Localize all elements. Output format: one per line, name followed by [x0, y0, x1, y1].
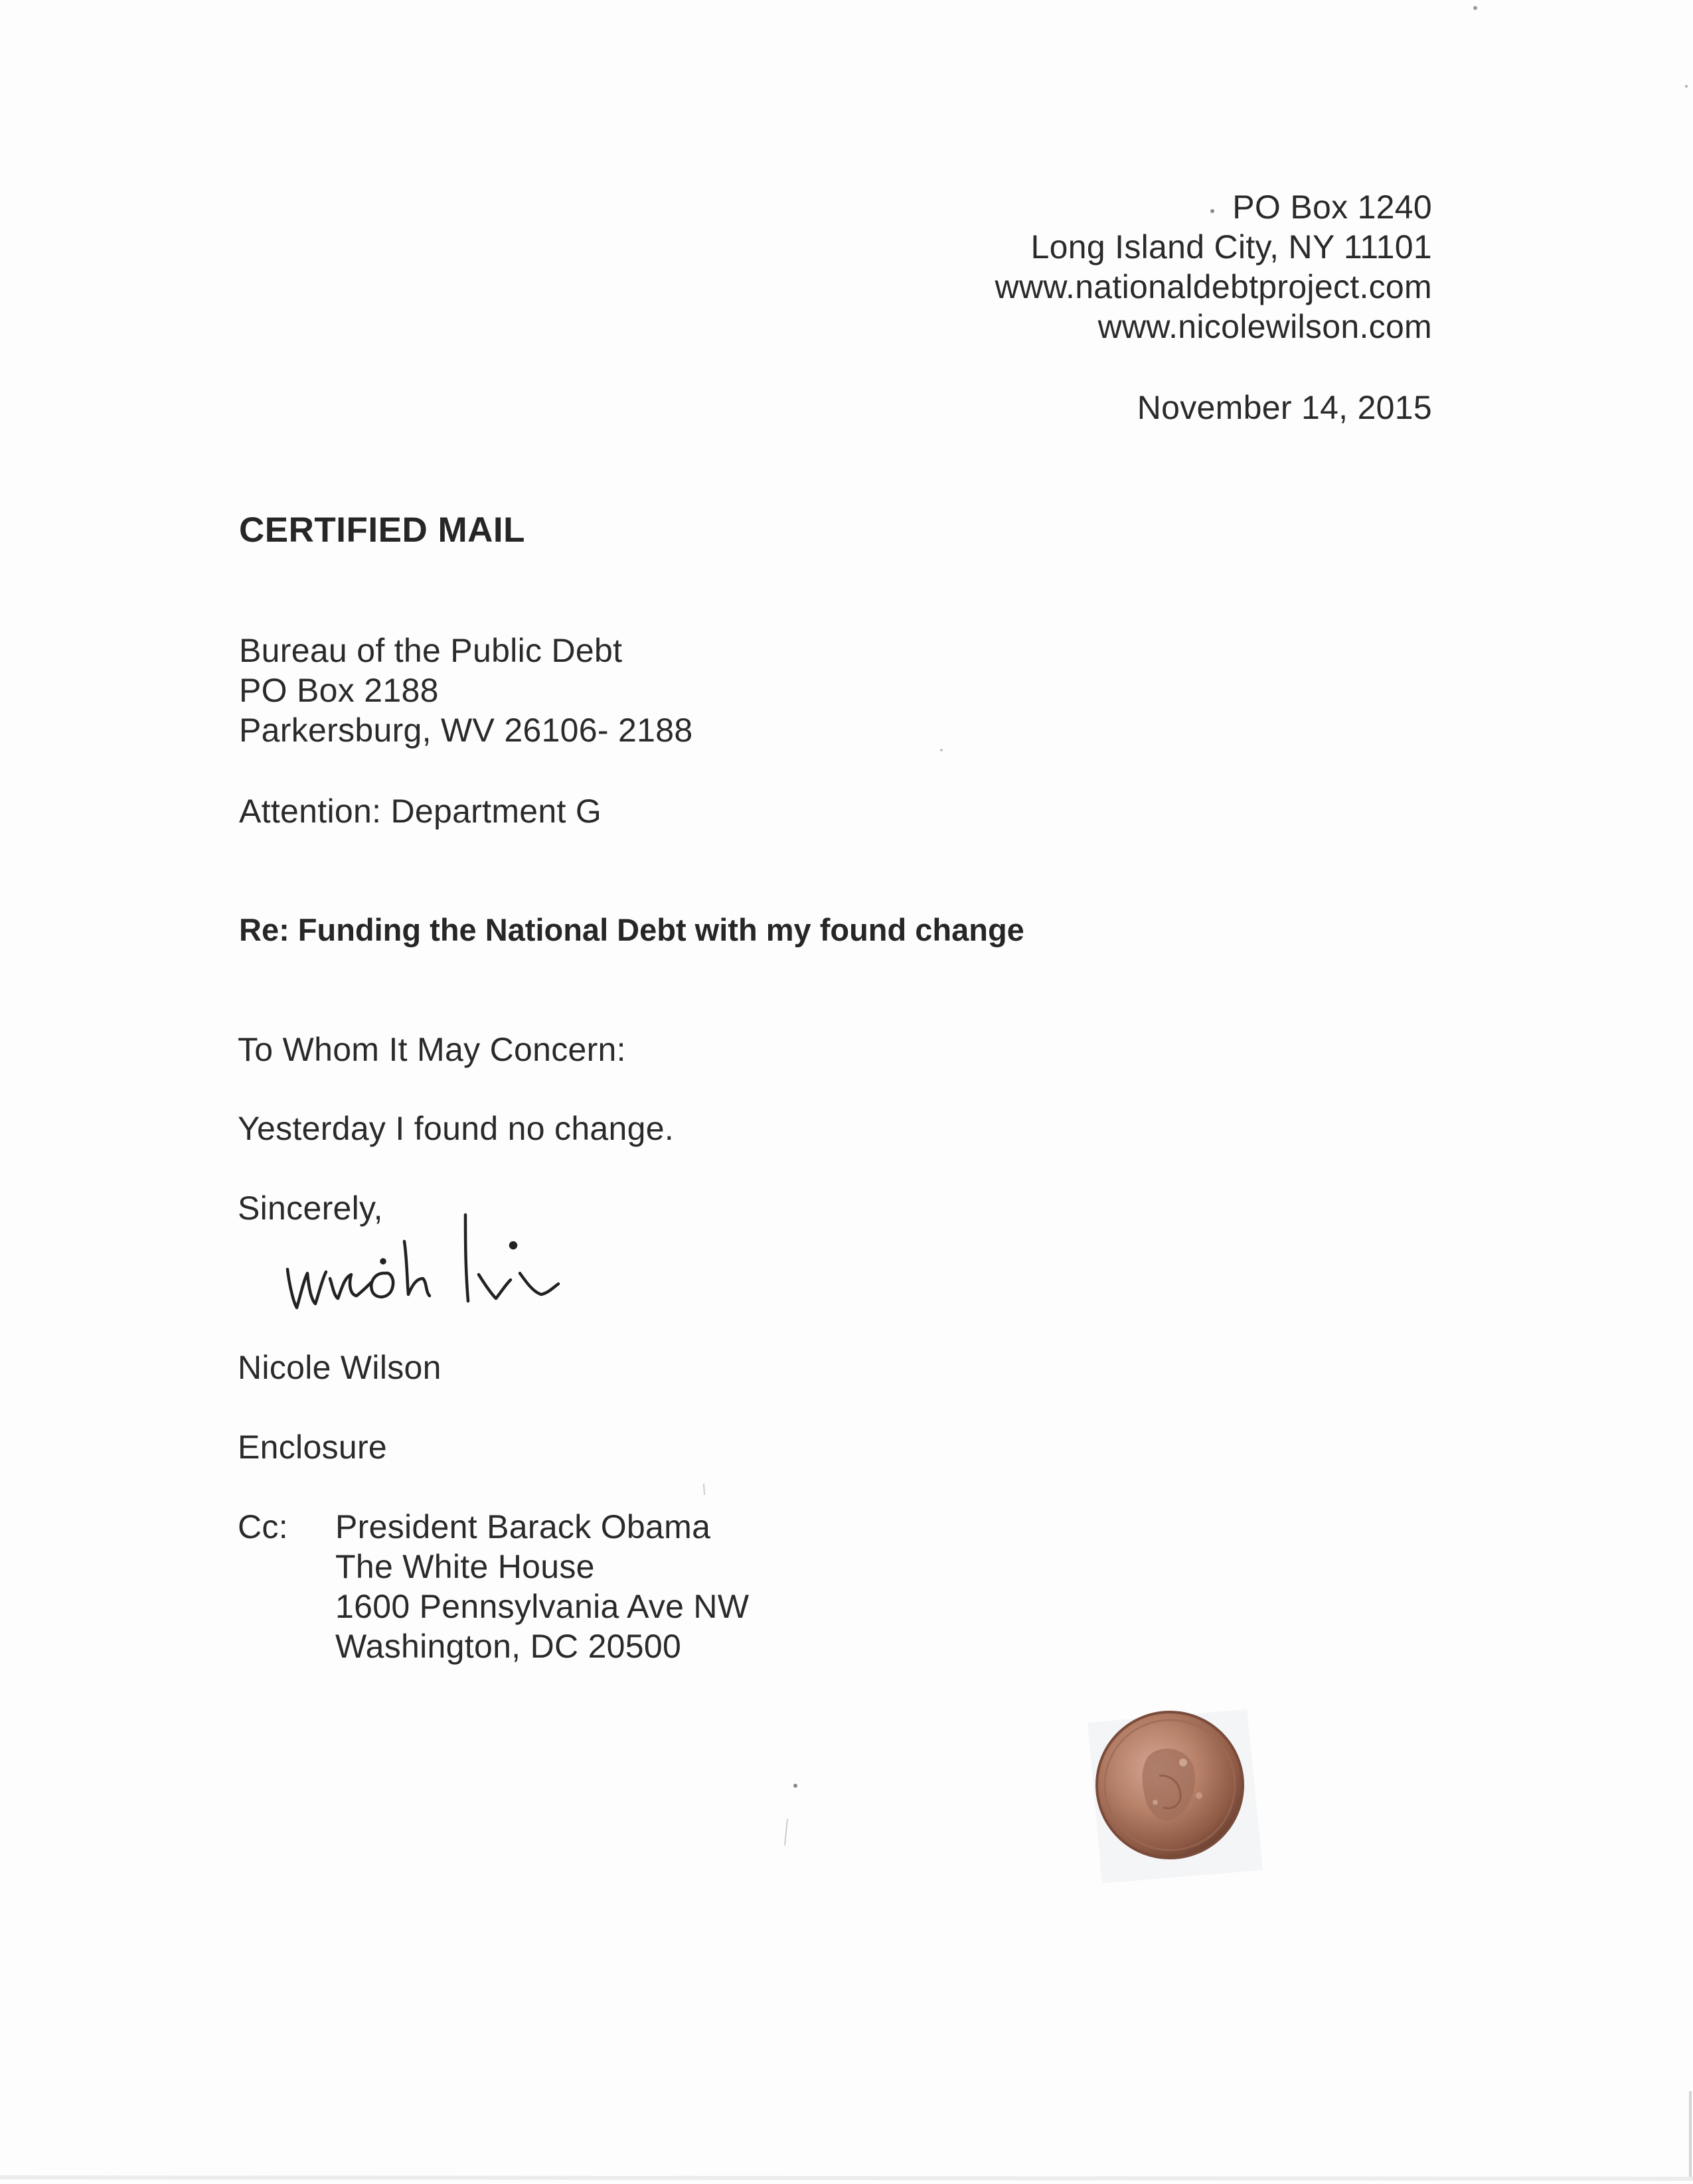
cc-label: Cc: [238, 1508, 288, 1545]
cc-city: Washington, DC 20500 [335, 1628, 682, 1665]
cc-name: President Barack Obama [335, 1508, 711, 1545]
sender-po-box: PO Box 1240 [1232, 189, 1432, 226]
recipient-city: Parkersburg, WV 26106- 2188 [239, 712, 693, 749]
letter-date: November 14, 2015 [1137, 389, 1432, 426]
sender-website-2: www.nicolewilson.com [1097, 308, 1432, 345]
letter-body: Yesterday I found no change. [238, 1110, 675, 1147]
enclosure-line: Enclosure [238, 1429, 388, 1466]
cc-organization: The White House [335, 1548, 595, 1585]
handwritten-signature [269, 1195, 614, 1328]
sender-city: Long Island City, NY 11101 [1030, 228, 1432, 266]
recipient-name: Bureau of the Public Debt [239, 632, 623, 669]
sender-website-1: www.nationaldebtproject.com [995, 268, 1432, 305]
closing: Sincerely, [238, 1190, 383, 1227]
signer-name: Nicole Wilson [238, 1349, 442, 1386]
certified-mail-heading: CERTIFIED MAIL [239, 510, 525, 550]
sender-address [995, 187, 1432, 347]
penny-coin [1076, 1696, 1275, 1895]
cc-address [335, 1507, 749, 1666]
cc-street: 1600 Pennsylvania Ave NW [335, 1588, 750, 1625]
subject-line: Re: Funding the National Debt with my found change [239, 912, 1024, 947]
salutation: To Whom It May Concern: [238, 1031, 626, 1068]
recipient-address [239, 631, 692, 750]
recipient-po-box: PO Box 2188 [239, 672, 439, 709]
attention-line: Attention: Department G [239, 793, 602, 830]
